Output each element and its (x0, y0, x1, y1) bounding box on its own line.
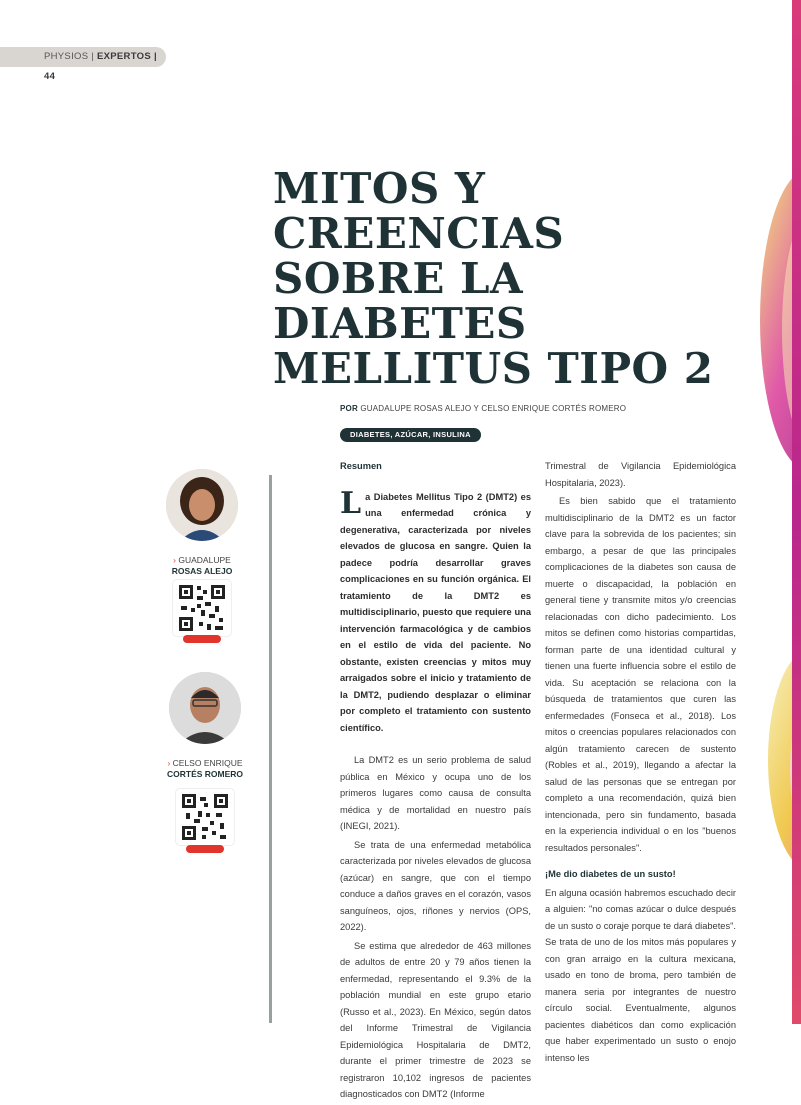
header-page: 44 (44, 71, 56, 82)
paragraph: La DMT2 es un serio problema de salud pública en México y ocupa uno de los primeros lugares como causa de consulta médica y de mortalidad en nuestro país (INEGI, 2021). (340, 755, 531, 831)
author-last-name: ROSAS ALEJO (171, 566, 233, 576)
title-line: MITOS Y (273, 164, 486, 213)
qr-code-icon (176, 789, 234, 845)
decorative-art (730, 0, 801, 1024)
person-portrait-icon (166, 469, 238, 541)
header-section: PHYSIOS (44, 51, 89, 62)
header-tab: PHYSIOS | EXPERTOS | 44 (0, 47, 166, 67)
paragraph: En alguna ocasión habremos escuchado decir a alguien: "no comas azúcar o dulce después de un susto o coraje porque te dará diabetes". Se trata de uno de los mitos más populares y con gran arraigo en la cultura mexicana, usado en tono de broma, pero también de manera seria por integrantes de nuestro círculo social. Eventualmente, algunos pacientes diabéticos dan como explicación que haber experimentado un susto o enojo intenso les (545, 887, 736, 1063)
header-category: EXPERTOS (97, 51, 151, 62)
article-column-2 (545, 458, 736, 1068)
author-avatar (169, 672, 241, 744)
byline-prefix: POR (340, 404, 358, 413)
qr-code[interactable] (176, 789, 234, 845)
author-name: › CELSO ENRIQUE CORTÉS ROMERO (150, 758, 260, 780)
qr-code-icon (173, 580, 231, 636)
resumen-heading: Resumen (340, 461, 382, 471)
article-column-1 (340, 458, 531, 1105)
paragraph: Se estima que alrededor de 463 millones de adultos de entre 20 y 79 años tienen la enfermedad, representando el 9.3% de la población mundial en este grupo etario (Russo et al., 2023). En México, según datos del Informe Trimestral de Vigilancia Epidemiológica Hospitalaria de DMT2, durante el primer trimestre de 2023 se registraron 10,102 ingresos de pacientes diagnosticados con DMT2 (Informe (340, 940, 531, 1099)
paragraph: Se trata de una enfermedad metabólica caracterizada por niveles elevados de glucosa (azúcar) en sangre, que con el tiempo conduce a daños graves en el corazón, vasos sanguíneos, ojos, riñones y nervios (OPS, 2022). (340, 839, 531, 932)
qr-link-button[interactable] (186, 845, 224, 853)
article-title (273, 166, 723, 391)
byline-authors: GUADALUPE ROSAS ALEJO Y CELSO ENRIQUE CORTÉS ROMERO (360, 404, 627, 413)
qr-code[interactable] (173, 580, 231, 636)
sidebar-divider (269, 475, 272, 1023)
paragraph: Es bien sabido que el tratamiento multidisciplinario de la DMT2 es un factor clave para la sobrevida de los pacientes; sin embargo, a pesar de que las principales complicaciones de la diabetes son causa de muerte o discapacidad, la población en general tiene y transmite mitos y/o creencias relacionadas con dicho padecimiento. Los mitos se definen como historias compartidas, forman parte de una identidad cultural y tienen una fuerte influencia sobre el estilo de vida. Su aceptación se relaciona con la búsqueda de tratamientos que curen las enfermedades (Fonseca et al., 2018). Los mitos o creencias populares relacionados con algún tratamiento carecen de sustento (Robles et al., 2019), llegando a afectar la salud de las personas que se entregan por completo a una recomendación, quizá bien intencionada, pero sin fundamento, basada en la experiencia individual o en los "buenos resultados personales". (545, 496, 736, 853)
drop-cap: L (340, 485, 362, 521)
author-first-name: GUADALUPE (178, 555, 231, 565)
person-portrait-icon (169, 672, 241, 744)
title-line: DIABETES (273, 299, 527, 348)
title-line: SOBRE LA (273, 254, 524, 303)
abstract-text: a Diabetes Mellitus Tipo 2 (DMT2) es una enfermedad crónica y degenerativa, caracterizada por niveles elevados de glucosa en sangre. Quien la padece podría desarrollar graves complicaciones en su función orgánica. El tratamiento de la DMT2 es multidisciplinario, puesto que requiere una intervención farmacológica y de cambios en el estilo de vida del paciente. No obstante, existen creencias y mitos muy arraigados sobre el inicio y tratamiento de la DMT2, pudiendo desplazar o eliminar por completo el tratamiento con sustento científico. (340, 491, 531, 733)
tags-badge: DIABETES, AZÚCAR, INSULINA (340, 428, 481, 442)
abstract (340, 485, 531, 737)
section-subheading: ¡Me dio diabetes de un susto! (545, 869, 676, 879)
paragraph: Trimestral de Vigilancia Epidemiológica Hospitalaria, 2023). (545, 461, 736, 488)
qr-link-button[interactable] (183, 635, 221, 643)
title-line: MELLITUS TIPO 2 (273, 344, 714, 393)
title-line: CREENCIAS (273, 209, 565, 258)
author-name: › GUADALUPE ROSAS ALEJO (147, 555, 257, 577)
author-avatar (166, 469, 238, 541)
author-last-name: CORTÉS ROMERO (166, 769, 244, 779)
author-first-name: CELSO ENRIQUE (172, 758, 243, 768)
byline (340, 404, 626, 413)
